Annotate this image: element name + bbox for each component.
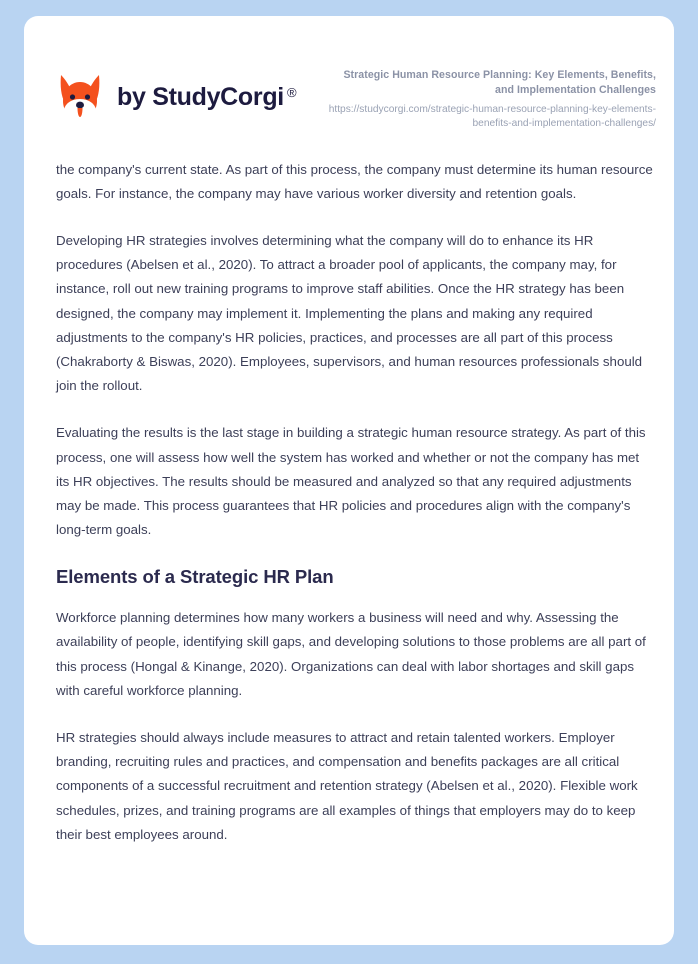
brand-wordmark xyxy=(117,82,297,111)
page-title: Strategic Human Resource Planning: Key Elements, Benefits, and Implementation Challenges xyxy=(343,69,656,97)
source-url[interactable]: https://studycorgi.com/strategic-human-resource-planning-key-elements-benefits-and-implementation-challenges/ xyxy=(328,104,656,130)
document-header xyxy=(24,16,674,132)
body-paragraph: HR strategies should always include measures to attract and retain talented workers. Employer branding, recruiting rules and practices, and compensation and benefits packages are all critical components of a successful recruitment and retention strategy (Abelsen et al., 2020). Flexible work schedules, prizes, and training programs are all examples of things that employers may do to keep their best employees around. xyxy=(56,730,638,842)
document-body xyxy=(24,132,674,847)
body-paragraph: Developing HR strategies involves determining what the company will do to enhance its HR procedures (Abelsen et al., 2020). To attract a broader pool of applicants, the company may, for instance, roll out new training programs to improve staff abilities. Once the HR strategy has been designed, the company may implement it. Implementing the plans and making any required adjustments to the company's HR policies, practices, and processes are all part of this process (Chakraborty & Biswas, 2020). Employees, supervisors, and human resources professionals should join the rollout. xyxy=(56,233,643,394)
document-page-card xyxy=(24,16,674,945)
registered-trademark-icon: ® xyxy=(286,84,297,100)
brand-logo xyxy=(56,64,296,122)
header-metadata xyxy=(324,64,656,132)
brand-name-text: by StudyCorgi xyxy=(117,82,284,111)
section-heading: Elements of a Strategic HR Plan xyxy=(56,566,334,588)
corgi-logo-icon xyxy=(56,72,104,122)
body-paragraph: the company's current state. As part of this process, the company must determine its human resource goals. For instance, the company may have various worker diversity and retention goals. xyxy=(56,161,653,201)
body-paragraph: Evaluating the results is the last stage in building a strategic human resource strategy. As part of this process, one will assess how well the system has worked and whether or not the company has met its HR objectives. The results should be measured and analyzed so that any required adjustments may be made. This process guarantees that HR policies and procedures align with the company's long-term goals. xyxy=(56,425,646,538)
body-paragraph: Workforce planning determines how many workers a business will need and why. Assessing the availability of people, identifying skill gaps, and developing solutions to those problems are all part of this process (Hongal & Kinange, 2020). Organizations can deal with labor shortages and skill gaps with careful workforce planning. xyxy=(56,610,646,698)
